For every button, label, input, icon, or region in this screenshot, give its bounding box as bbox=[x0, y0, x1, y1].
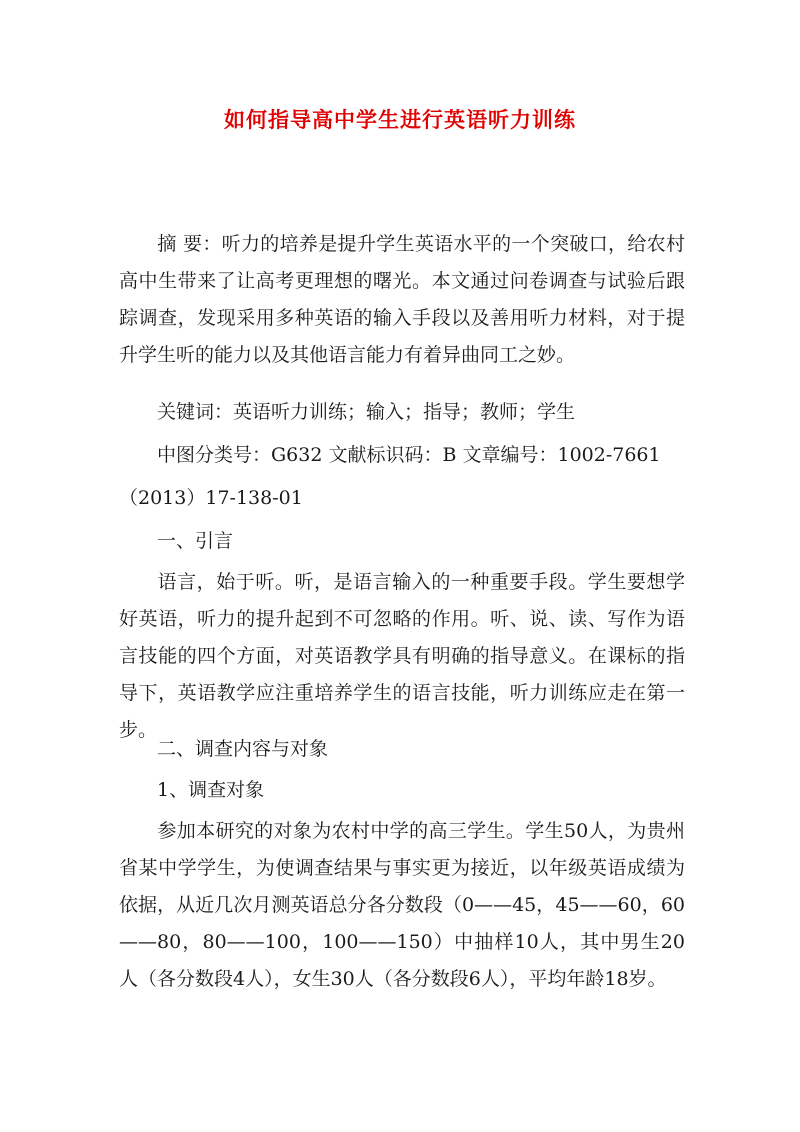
abstract-text: 摘 要：听力的培养是提升学生英语水平的一个突破口，给农村高中生带来了让高考更理想的曙光。本文通过问卷调查与试验后跟踪调查，发现采用多种英语的输入手段以及善用听力材料，对于提升学生听的能力以及其他语言能力有着异曲同工之妙。 bbox=[119, 233, 685, 366]
document-title: 如何指导高中学生进行英语听力训练 bbox=[224, 107, 576, 132]
section-1-text: 语言，始于听。听，是语言输入的一种重要手段。学生要想学好英语，听力的提升起到不可忽略的作用。听、说、读、写作为语言技能的四个方面，对英语教学具有明确的指导意义。在课标的指导下，英语教学应注重培养学生的语言技能，听力训练应走在第一步。 bbox=[119, 571, 685, 741]
classification-line-1: 中图分类号：G632 文献标识码：B 文章编号：1002-7661 bbox=[157, 444, 661, 466]
section-1-paragraph bbox=[119, 564, 685, 749]
keywords-line: 关键词：英语听力训练；输入；指导；教师；学生 bbox=[157, 401, 576, 423]
subsection-1-text: 参加本研究的对象为农村中学的高三学生。学生50人，为贵州省某中学学生，为使调查结果与事实更为接近，以年级英语成绩为依据，从近几次月测英语总分各分数段（0——45，45——60，60——80，80——100，100——150）中抽样10人，其中男生20人（各分数段4人），女生30人（各分数段6人），平均年龄18岁。 bbox=[119, 820, 685, 990]
section-1-heading: 一、引言 bbox=[157, 530, 234, 552]
abstract-paragraph bbox=[119, 226, 685, 374]
classification-line-2: （2013）17-138-01 bbox=[119, 487, 303, 509]
subsection-1-heading: 1、调查对象 bbox=[157, 779, 265, 801]
subsection-1-paragraph bbox=[119, 813, 685, 998]
section-2-heading: 二、调查内容与对象 bbox=[157, 738, 329, 760]
